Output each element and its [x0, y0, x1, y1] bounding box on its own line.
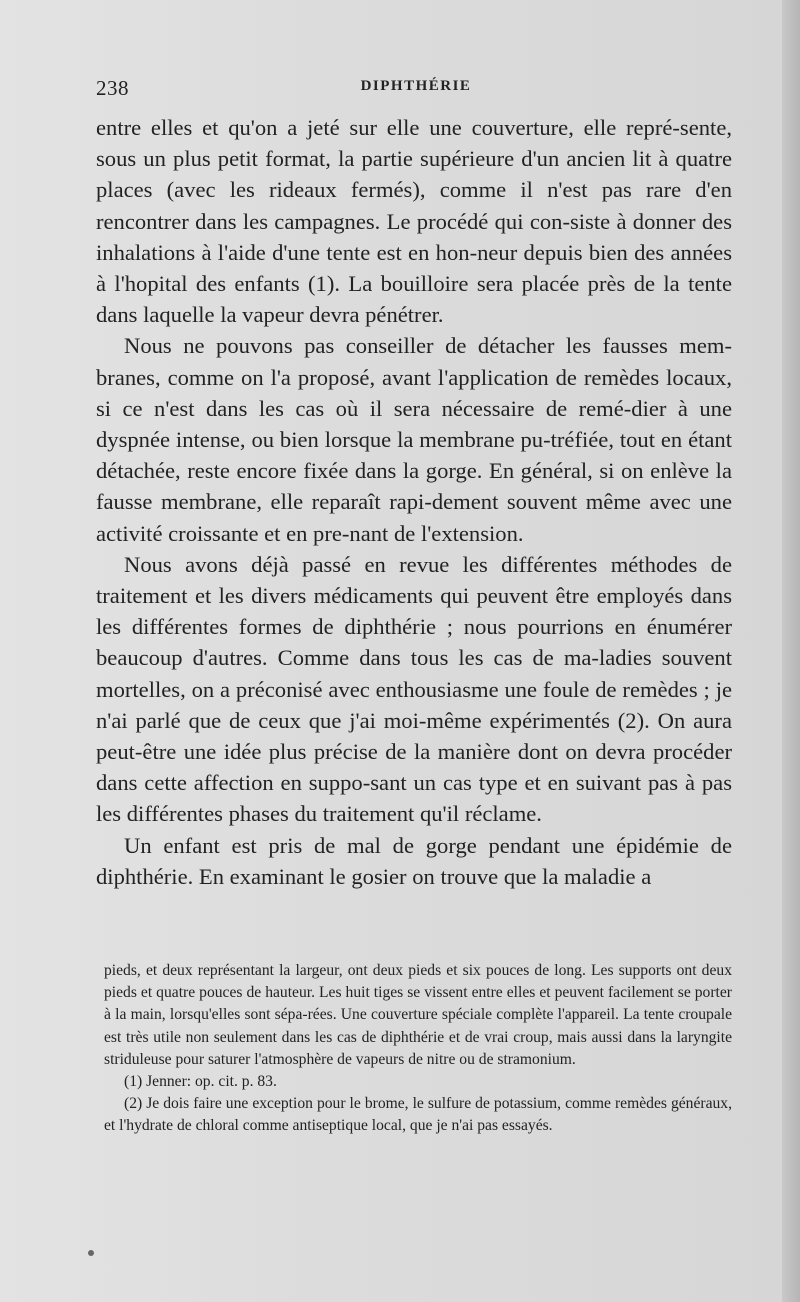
footnotes [104, 960, 732, 1138]
footnote-2: (2) Je dois faire une exception pour le brome, le sulfure de potassium, comme remèdes généraux, et l'hydrate de chloral comme antiseptique local, que je n'ai pas essayés. [104, 1095, 732, 1135]
paragraph-4: Un enfant est pris de mal de gorge pendant une épidémie de diphthérie. En examinant le gosier on trouve que la maladie a [96, 832, 732, 889]
paragraph-3: Nous avons déjà passé en revue les différentes méthodes de traitement et les divers médicaments qui peuvent être employés dans les différentes formes de diphthérie ; nous pourrions en énumérer beaucoup d'autres. Comme dans tous les cas de ma-ladies souvent mortelles, on a préconisé avec enthousiasme une foule de remèdes ; je n'ai parlé que de ceux que j'ai moi-même expérimentés (2). On aura peut-être une idée plus précise de la manière dont on devra procéder dans cette affection en suppo-sant un cas type et en suivant pas à pas les différentes phases du traitement qu'il réclame. [96, 551, 732, 827]
ink-blot [88, 1250, 94, 1256]
footnote-1: (1) Jenner: op. cit. p. 83. [124, 1073, 277, 1091]
running-head [96, 76, 736, 100]
running-title: DIPHTHÉRIE [360, 78, 472, 94]
paragraph-2: Nous ne pouvons pas conseiller de détacher les fausses mem-branes, comme on l'a proposé, avant l'application de remèdes locaux, si ce n'est dans les cas où il sera nécessaire de remé-dier à une dyspnée intense, ou bien lorsque la membrane pu-tréfiée, tout en étant détachée, reste encore fixée dans la gorge. En général, si on enlève la fausse membrane, elle reparaît rapi-dement souvent même avec une activité croissante et en pre-nant de l'extension. [96, 333, 732, 546]
page-number: 238 [96, 76, 129, 100]
main-text [96, 112, 732, 892]
page-gutter-shadow [782, 0, 800, 1302]
footnote-continuation: pieds, et deux représentant la largeur, ont deux pieds et six pouces de long. Les supports ont deux pieds et quatre pouces de hauteur. Les huit tiges se vissent entre elles et peuvent facilement se porter à la main, lorsqu'elles sont sépa-rées. Une couverture spéciale complète l'appareil. La tente croupale est très utile non seulement dans les cas de diphthérie et de vrai croup, mais aussi dans la laryngite striduleuse pour saturer l'atmosphère de vapeurs de nitre ou de stramonium. [104, 962, 732, 1068]
paragraph-1: entre elles et qu'on a jeté sur elle une couverture, elle repré-sente, sous un plus petit format, la partie supérieure d'un ancien lit à quatre places (avec les rideaux fermés), comme il n'est pas rare d'en rencontrer dans les campagnes. Le procédé qui con-siste à donner des inhalations à l'aide d'une tente est en hon-neur depuis bien des années à l'hopital des enfants (1). La bouilloire sera placée près de la tente dans laquelle la vapeur devra pénétrer. [96, 115, 732, 328]
